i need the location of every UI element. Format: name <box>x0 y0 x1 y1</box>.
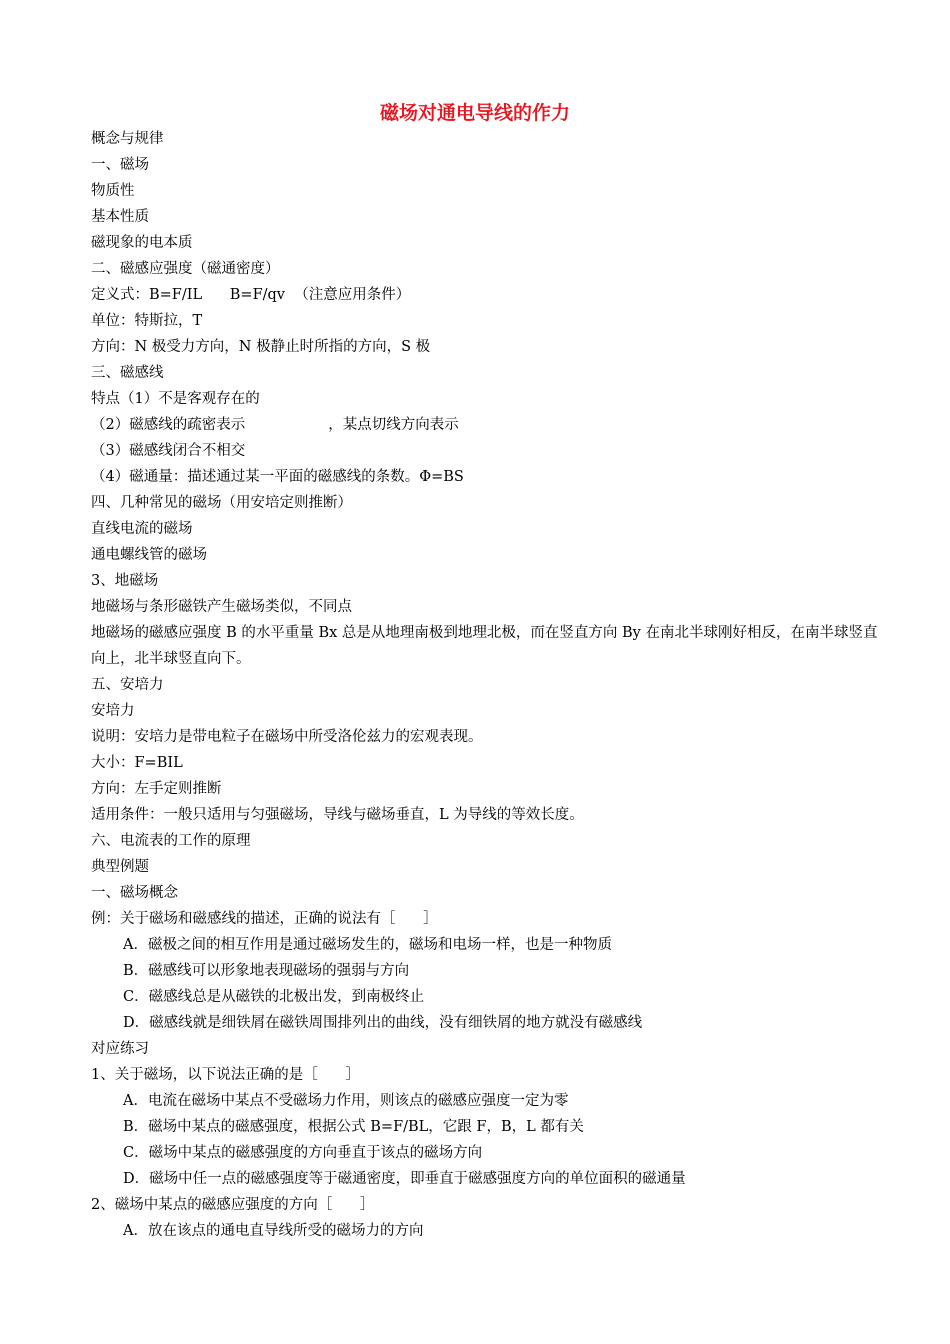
section-heading: 对应练习 <box>91 1041 149 1057</box>
text-line: 方向：N 极受力方向，N 极静止时所指的方向，S 极 <box>91 339 431 355</box>
section-heading: 五、安培力 <box>91 677 164 693</box>
paragraph: 地磁场的磁感应强度 B 的水平重量 Bx 总是从地理南极到地理北极，而在竖直方向 By 在南北半球刚好相反，在南半球竖直向上，北半球竖直向下。 <box>91 625 878 667</box>
section-heading: 典型例题 <box>91 859 149 875</box>
text-line: 说明：安培力是带电粒子在磁场中所受洛伦兹力的宏观表现。 <box>91 729 483 745</box>
section-heading: 概念与规律 <box>91 131 164 147</box>
text-line: 适用条件：一般只适用与匀强磁场，导线与磁场垂直，L 为导线的等效长度。 <box>91 807 584 823</box>
text-line: 特点（1）不是客观存在的 <box>91 391 260 407</box>
document-title: 磁场对通电导线的作力 <box>379 102 570 124</box>
question: 2、磁场中某点的磁感应强度的方向［ ］ <box>91 1197 375 1213</box>
option-d: D．磁场中任一点的磁感强度等于磁通密度，即垂直于磁感强度方向的单位面积的磁通量 <box>123 1171 686 1187</box>
document-body <box>91 126 891 1244</box>
text-line: 基本性质 <box>91 209 149 225</box>
text-line: （4）磁通量：描述通过某一平面的磁感线的条数。Φ=BS <box>91 469 464 485</box>
text-line: 方向：左手定则推断 <box>91 781 222 797</box>
section-heading: 3、地磁场 <box>91 573 159 589</box>
text-line: 磁现象的电本质 <box>91 235 193 251</box>
option-b: B．磁场中某点的磁感强度，根据公式 B=F/BL，它跟 F，B，L 都有关 <box>123 1119 584 1135</box>
option-c: C．磁感线总是从磁铁的北极出发，到南极终止 <box>123 989 425 1005</box>
option-a: A．电流在磁场中某点不受磁场力作用，则该点的磁感应强度一定为零 <box>123 1093 569 1109</box>
option-a: A．磁极之间的相互作用是通过磁场发生的，磁场和电场一样，也是一种物质 <box>123 937 612 953</box>
option-d: D．磁感线就是细铁屑在磁铁周围排列出的曲线，没有细铁屑的地方就没有磁感线 <box>123 1015 643 1031</box>
text-line: （2）磁感线的疏密表示 ，某点切线方向表示 <box>91 417 459 433</box>
section-heading: 一、磁场概念 <box>91 885 178 901</box>
text-line: 大小：F=BIL <box>91 755 183 771</box>
option-c: C．磁场中某点的磁感强度的方向垂直于该点的磁场方向 <box>123 1145 483 1161</box>
section-heading: 三、磁感线 <box>91 365 164 381</box>
section-heading: 四、几种常见的磁场（用安培定则推断） <box>91 495 352 511</box>
text-line: 地磁场与条形磁铁产生磁场类似，不同点 <box>91 599 352 615</box>
question: 1、关于磁场，以下说法正确的是［ ］ <box>91 1067 360 1083</box>
section-heading: 六、电流表的工作的原理 <box>91 833 251 849</box>
option-b: B．磁感线可以形象地表现磁场的强弱与方向 <box>123 963 410 979</box>
section-heading: 一、磁场 <box>91 157 149 173</box>
text-line: 安培力 <box>91 703 135 719</box>
text-line: 单位：特斯拉，T <box>91 313 203 329</box>
text-line: 通电螺线管的磁场 <box>91 547 207 563</box>
question: 例：关于磁场和磁感线的描述，正确的说法有［ ］ <box>91 911 438 927</box>
text-line: 直线电流的磁场 <box>91 521 193 537</box>
section-heading: 二、磁感应强度（磁通密度） <box>91 261 280 277</box>
option-a: A．放在该点的通电直导线所受的磁场力的方向 <box>123 1223 424 1239</box>
text-line: 定义式：B=F/IL B=F/qv （注意应用条件） <box>91 287 411 303</box>
text-line: （3）磁感线闭合不相交 <box>91 443 246 459</box>
text-line: 物质性 <box>91 183 135 199</box>
